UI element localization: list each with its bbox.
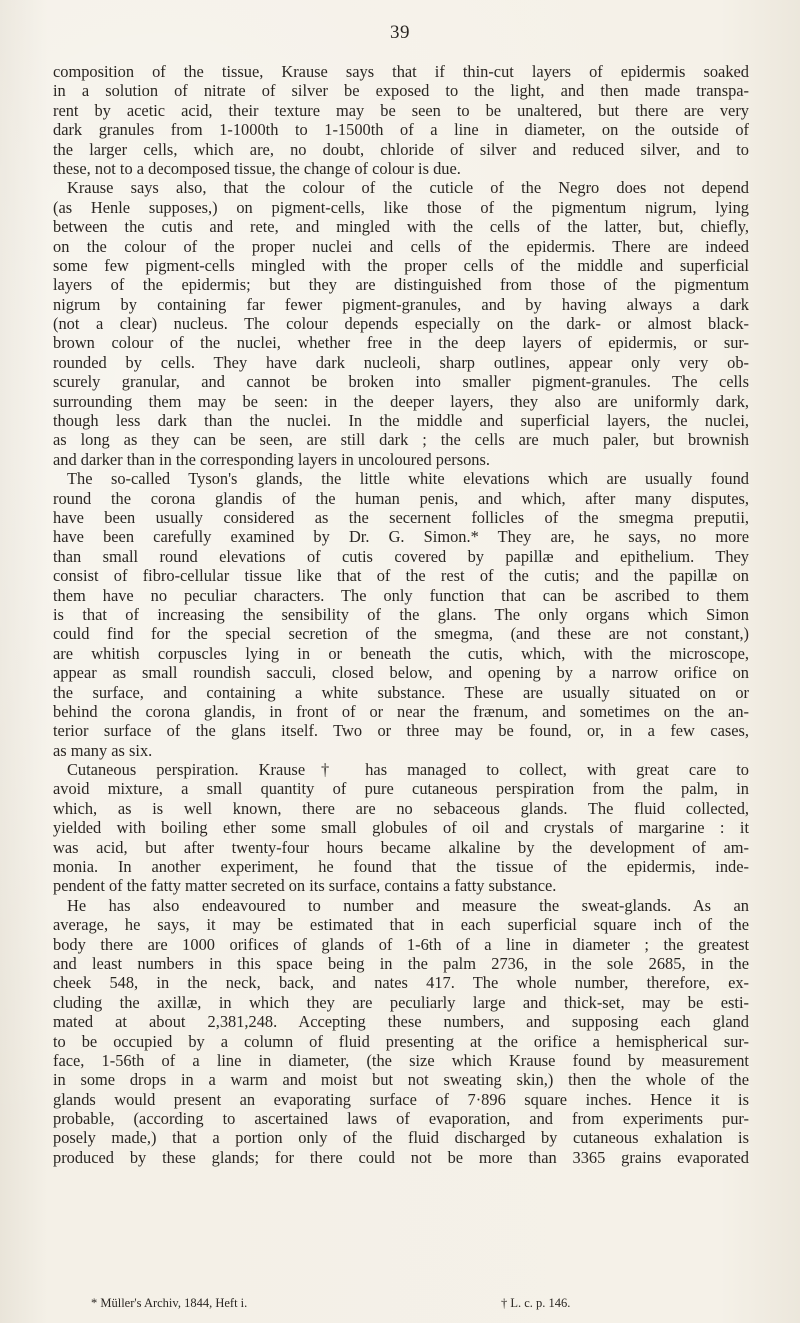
- text-line: could find for the special secretion of the smegma, (and these are not constant,): [53, 624, 749, 644]
- text-line: consist of fibro-cellular tissue like that of the rest of the cutis; and the papillæ on: [53, 566, 749, 586]
- text-line: as long as they can be seen, are still dark ; the cells are much paler, but brownish: [53, 430, 749, 450]
- text-line: appear as small roundish sacculi, closed below, and opening by a narrow orifice on: [53, 663, 749, 683]
- text-line: rent by acetic acid, their texture may be seen to be unaltered, but there are very: [53, 100, 749, 120]
- text-line: the larger cells, which are, no doubt, chloride of silver and reduced silver, and to: [53, 139, 749, 159]
- text-line: have been carefully examined by Dr. G. Simon.* They are, he says, no more: [53, 527, 749, 547]
- text-line: have been usually considered as the secernent follicles of the smegma preputii,: [53, 507, 749, 527]
- text-line: are whitish corpuscles lying in or beneath the cutis, which, with the microscope,: [53, 643, 749, 663]
- text-line: some few pigment-cells mingled with the proper cells of the middle and superficial: [53, 255, 749, 275]
- text-line: produced by these glands; for there could not be more than 3365 grains evaporated: [53, 1147, 749, 1167]
- text-line: He has also endeavoured to number and measure the sweat-glands. As an: [67, 895, 749, 915]
- text-line: posely made,) that a portion only of the fluid discharged by cutaneous exhalation is: [53, 1128, 749, 1148]
- footnote-krause: † L. c. p. 146.: [501, 1296, 571, 1310]
- text-line: to be occupied by a column of fluid presenting at the orifice a hemispherical sur-: [53, 1031, 749, 1051]
- text-line: in a solution of nitrate of silver be exposed to the light, and then made transpa-: [53, 81, 749, 101]
- text-line: body there are 1000 orifices of glands of 1-6th of a line in diameter ; the greatest: [53, 934, 749, 954]
- body-text: [53, 62, 749, 1167]
- text-line: cheek 548, in the neck, back, and nates 417. The whole number, therefore, ex-: [53, 973, 749, 993]
- text-line: monia. In another experiment, he found that the tissue of the epidermis, inde-: [53, 857, 749, 877]
- text-line: these, not to a decomposed tissue, the change of colour is due.: [53, 158, 461, 178]
- page-number: 39: [390, 22, 410, 43]
- text-line: dark granules from 1-1000th to 1-1500th of a line in diameter, on the outside of: [53, 120, 749, 140]
- footnote-muller: * Müller's Archiv, 1844, Heft i.: [91, 1296, 248, 1310]
- text-line: and darker than in the corresponding layers in uncoloured persons.: [53, 449, 490, 469]
- text-line: Cutaneous perspiration. Krause† has managed to collect, with great care to: [67, 760, 749, 780]
- text-line: (not a clear) nucleus. The colour depends especially on the dark- or almost black-: [53, 314, 749, 334]
- text-line: behind the corona glandis, in front of or near the frænum, and sometimes on the an-: [53, 701, 749, 721]
- text-line: layers of the epidermis; but they are distinguished from those of the pigmentum: [53, 275, 749, 295]
- text-line: was acid, but after twenty-four hours became alkaline by the development of am-: [53, 837, 749, 857]
- text-line: and least numbers in this space being in the palm 2736, in the sole 2685, in the: [53, 953, 749, 973]
- text-line: as many as six.: [53, 740, 153, 760]
- text-line: rounded by cells. They have dark nucleoli, sharp outlines, appear only very ob-: [53, 352, 749, 372]
- text-line: face, 1-56th of a line in diameter, (the size which Krause found by measurement: [53, 1050, 749, 1070]
- text-line: is that of increasing the sensibility of the glans. The only organs which Simon: [53, 604, 749, 624]
- text-line: terior surface of the glans itself. Two or three may be found, or, in a few cases,: [53, 721, 749, 741]
- text-line: them have no peculiar characters. The only function that can be ascribed to them: [53, 585, 749, 605]
- text-line: the surface, and containing a white substance. These are usually situated on or: [53, 682, 749, 702]
- text-line: glands would present an evaporating surface of 7·896 square inches. Hence it is: [53, 1089, 749, 1109]
- text-line: (as Henle supposes,) on pigment-cells, like those of the pigmentum nigrum, lying: [53, 197, 749, 217]
- text-line: brown colour of the nuclei, whether free in the deep layers of epidermis, or sur-: [53, 333, 749, 353]
- text-line: average, he says, it may be estimated that in each superficial square inch of the: [53, 915, 749, 935]
- text-line: nigrum by containing far fewer pigment-granules, and by having always a dark: [53, 294, 749, 314]
- text-line: between the cutis and rete, and mingled with the cells of the latter, but, chiefly,: [53, 217, 749, 237]
- text-line: though less dark than the nuclei. In the middle and superficial layers, the nuclei,: [53, 411, 749, 431]
- text-line: surrounding them may be seen: in the deeper layers, they also are uniformly dark,: [53, 391, 749, 411]
- text-line: round the corona glandis of the human penis, and which, after many disputes,: [53, 488, 749, 508]
- text-line: Krause says also, that the colour of the cuticle of the Negro does not depend: [67, 178, 749, 198]
- text-line: which, as is well known, there are no sebaceous glands. The fluid collected,: [53, 798, 749, 818]
- text-line: pendent of the fatty matter secreted on its surface, contains a fatty substance.: [53, 876, 557, 896]
- text-line: mated at about 2,381,248. Accepting these numbers, and supposing each gland: [53, 1012, 749, 1032]
- text-line: probable, (according to ascertained laws of evaporation, and from experiments pur-: [53, 1109, 749, 1129]
- text-line: The so-called Tyson's glands, the little white elevations which are usually found: [67, 469, 749, 489]
- text-line: scurely granular, and cannot be broken into smaller pigment-granules. The cells: [53, 372, 749, 392]
- text-line: avoid mixture, a small quantity of pure cutaneous perspiration from the palm, in: [53, 779, 749, 799]
- text-line: yielded with boiling ether some small globules of oil and crystals of margarine : it: [53, 818, 749, 838]
- text-line: in some drops in a warm and moist but not sweating skin,) then the whole of the: [53, 1070, 749, 1090]
- text-line: cluding the axillæ, in which they are peculiarly large and thick-set, may be esti-: [53, 992, 749, 1012]
- text-line: composition of the tissue, Krause says that if thin-cut layers of epidermis soaked: [53, 62, 749, 81]
- text-line: than small round elevations of cutis covered by papillæ and epithelium. They: [53, 546, 749, 566]
- text-line: on the colour of the proper nuclei and cells of the epidermis. There are indeed: [53, 236, 749, 256]
